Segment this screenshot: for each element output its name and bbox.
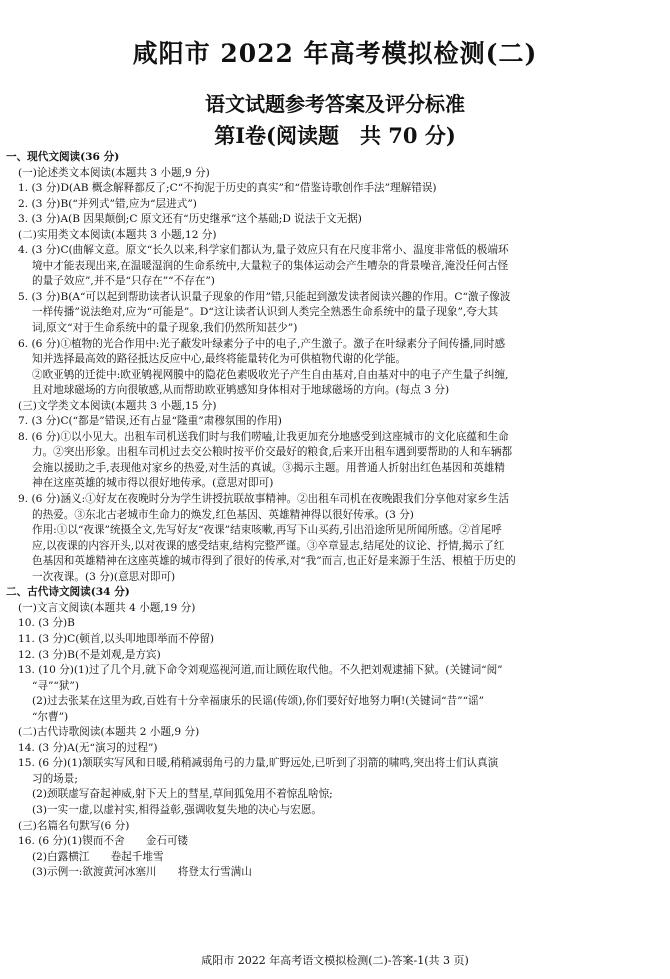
answer-line: 且对地球磁场的方向很敏感,从而帮助欧亚鸲感知身体相对于地球磁场的方向。(每点 3 分) — [32, 384, 450, 397]
answer-line: 习的场景; — [32, 772, 78, 785]
answer-line: (二)古代诗歌阅读(本题共 2 小题,9 分) — [18, 726, 200, 739]
answer-line: 一次夜课。(3 分)(意思对即可) — [32, 570, 176, 583]
answer-line: “尔曹”) — [32, 710, 69, 723]
answer-line: 15. (6 分)(1)颔联实写风和日暖,稍稍减弱角弓的力量,旷野远处,已听到了羽箭的啸鸣,突出将士们认真演 — [18, 757, 499, 770]
answer-line: 神在这座英雄的城市得以很好地传承。(意思对即可) — [32, 477, 274, 490]
answer-line: 应,以夜课的内容开头,以对夜课的感受结束,结构完整严谨。③卒章显志,结尾处的议论、抒情,揭示了红 — [32, 539, 505, 552]
section-heading: 一、现代文阅读(36 分) — [6, 151, 120, 163]
answer-line: 16. (6 分)(1)锲而不舍 金石可镂 — [18, 835, 189, 848]
part-title: 第Ⅰ卷(阅读题 共 70 分) — [214, 123, 456, 148]
answer-line: 1. (3 分)D(AB 概念解释都反了;C“不拘泥于历史的真实”和“借鉴诗歌创作手法”理解错误) — [18, 182, 437, 195]
answer-line: 词,原文“对于生命系统中的量子现象,我们仍然所知甚少”) — [32, 322, 298, 335]
answer-line: 一样传播”说法绝对,应为“可能是”。D“这让读者认识到人类完全熟悉生命系统中的量子现象”,夸大其 — [32, 306, 499, 319]
answer-line: 11. (3 分)C(顿首,以头叩地即举而不停留) — [18, 632, 215, 645]
answer-line: 的热爱。③东北古老城市生命力的焕发,红色基因、英雄精神得以很好传承。(3 分) — [32, 508, 414, 521]
answer-line: 8. (6 分)①以小见大。出租车司机送我们时与我们唠嗑,让我更加充分地感受到这座城市的文化底蕴和生命 — [18, 430, 509, 443]
answer-line: 13. (10 分)(1)过了几个月,就下命令刘观巡视河道,而让顾佐取代他。不久把刘观逮捕下狱。(关键词“阅” — [18, 664, 503, 677]
answer-line: 10. (3 分)B — [18, 617, 75, 630]
answer-line: 5. (3 分)B(A“可以起到帮助读者认识量子现象的作用”错,只能起到激发读者阅读兴趣的作用。C“激子像波 — [18, 290, 511, 303]
answer-line: 12. (3 分)B(不是刘观,是方宾) — [18, 648, 161, 661]
answer-line: 境中才能表现出来,在温暖湿润的生命系统中,大量粒子的集体运动会产生嘈杂的背景噪音,淹没任何古怪 — [32, 259, 509, 272]
answer-line: (2)颈联虚写奋起神威,射下天上的彗星,草间狐兔用不着惊乱啥惊; — [32, 788, 333, 801]
answer-line: 2. (3 分)B(“并列式”错,应为“层进式”) — [18, 197, 197, 210]
answer-line: (一)文言文阅读(本题共 4 小题,19 分) — [18, 601, 196, 614]
document-title: 咸阳市 2022 年高考模拟检测(二) — [132, 39, 538, 68]
answer-line: (2)白露横江 卷起千堆雪 — [32, 850, 164, 863]
answer-line: 9. (6 分)涵义:①好友在夜晚时分为学生讲授抗联故事精神。②出租车司机在夜晚跟我们分享他对家乡生活 — [18, 493, 509, 506]
answer-line: (一)论述类文本阅读(本题共 3 小题,9 分) — [18, 166, 210, 179]
section-heading: 二、古代诗文阅读(34 分) — [6, 586, 130, 599]
answer-line: 作用:①以“夜课”统摄全文,先写好友“夜课”结束咳嗽,再写下山买药,引出沿途所见所闻所感。②首尾呼 — [32, 524, 502, 537]
answer-line: 3. (3 分)A(B 因果颠倒;C 原文还有“历史继承”这个基础;D 说法于文无据) — [18, 213, 362, 226]
answer-line: (3)示例一:欲渡黄河冰塞川 将登太行雪满山 — [32, 866, 252, 879]
answer-line: 会施以援助之手,表现他对家乡的热爱,对生活的真诚。③揭示主题。用普通人折射出红色基因和英雄精 — [32, 461, 505, 474]
page-footer: 咸阳市 2022 年高考语文模拟检测(二)-答案-1(共 3 页) — [201, 954, 469, 967]
answer-line: 的量子效应”,并不是“只存在”“不存在”) — [32, 275, 215, 288]
document-subtitle: 语文试题参考答案及评分标准 — [205, 92, 465, 116]
answer-line: (2)过去张某在这里为政,百姓有十分幸福康乐的民谣(传颂),你们要好好地努力啊!(关键词“昔”“谣” — [32, 695, 485, 708]
answer-line: (三)名篇名句默写(6 分) — [18, 819, 130, 832]
answer-line: (二)实用类文本阅读(本题共 3 小题,12 分) — [18, 228, 217, 241]
answer-line: 7. (3 分)C(“都是”错误,还有占显“隆重”肃穆氛围的作用) — [18, 415, 282, 428]
answer-line: 知并选择最高效的路径抵达反应中心,最终将能量转化为可供植物代谢的化学能。 — [32, 353, 407, 366]
answer-line: (三)文学类文本阅读(本题共 3 小题,15 分) — [18, 399, 217, 412]
answer-line: “寻”“狱”) — [32, 679, 79, 692]
answer-body — [6, 150, 660, 881]
answer-line: 4. (3 分)C(曲解文意。原文“长久以来,科学家们都认为,量子效应只有在尺度非常小、温度非常低的极端环 — [18, 244, 509, 257]
answer-line: 14. (3 分)A(无“演习的过程”) — [18, 741, 158, 754]
answer-line: (3)一实一虚,以虚衬实,相得益彰,强调收复失地的决心与宏愿。 — [32, 803, 322, 816]
answer-line: 6. (6 分)①植物的光合作用中:光子蔽发叶绿素分子中的电子,产生激子。激子在叶绿素分子间传播,同时感 — [18, 337, 506, 350]
answer-line: ②欧亚鸲的迁徙中:欧亚鸲视网膜中的隐花色素吸收光子产生自由基对,自由基对中的电子产生量子纠缠, — [32, 368, 509, 381]
answer-line: 色基因和英雄精神在这座英雄的城市得到了很好的传承,对“我”而言,也正好是来源于生活、根植于历史的 — [32, 555, 516, 568]
answer-line: 力。②突出形象。出租车司机过去交公粮时按平价交最好的粮食,后来开出租车遇到要帮助的人和车辆都 — [32, 446, 513, 459]
